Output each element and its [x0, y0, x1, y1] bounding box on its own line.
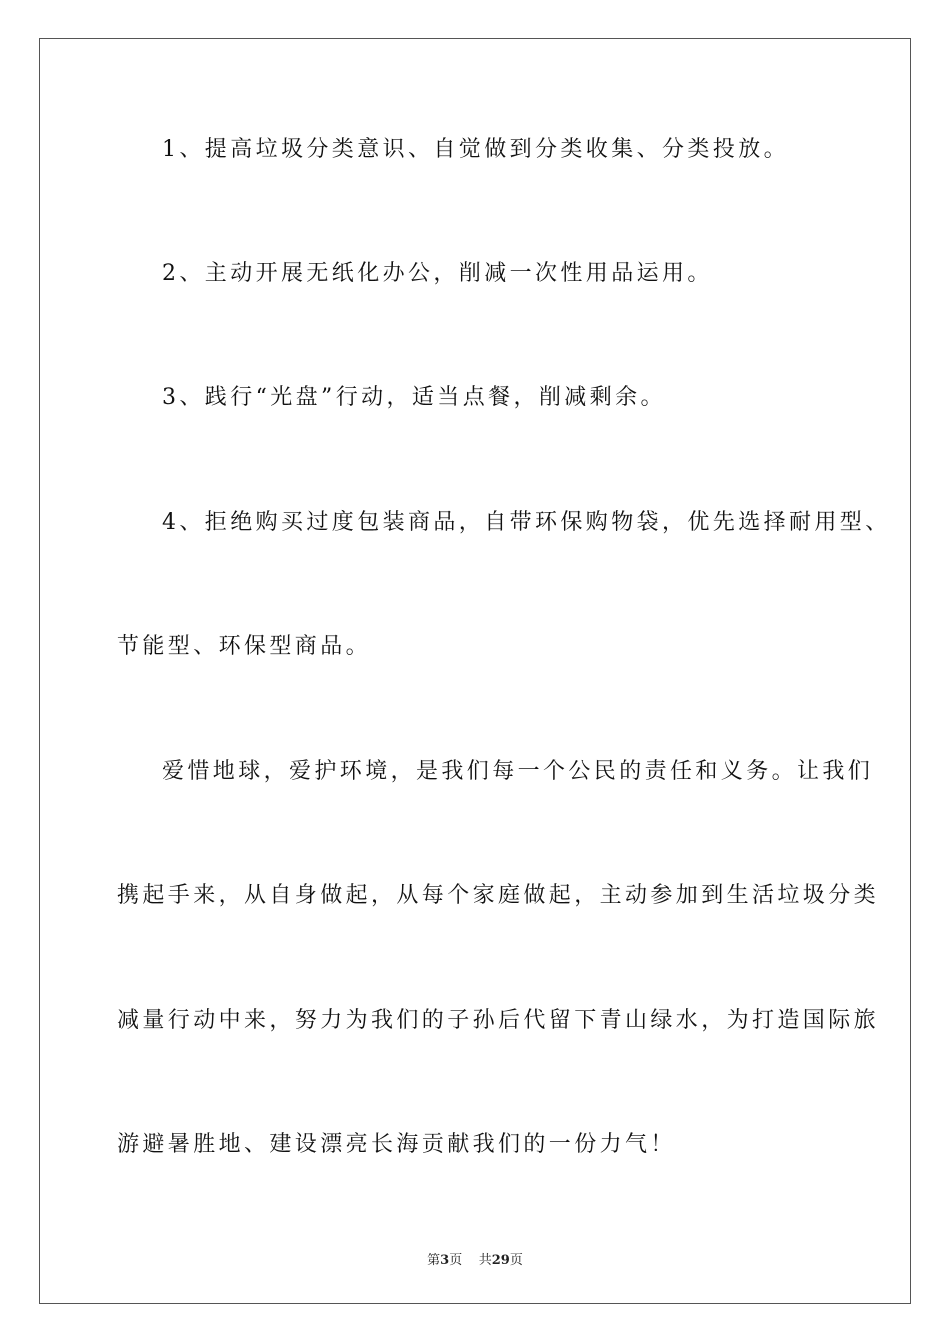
list-item-4: 4、拒绝购买过度包装商品，自带环保购物袋，优先选择耐用型、 — [162, 510, 891, 535]
page-prefix: 第 — [427, 1253, 441, 1268]
list-item-2: 2、主动开展无纸化办公，削减一次性用品运用。 — [162, 261, 713, 286]
total-prefix: 共 — [478, 1253, 492, 1268]
total-suffix: 页 — [509, 1253, 523, 1268]
paragraph-line-4: 游避暑胜地、建设漂亮长海贡献我们的一份力气！ — [117, 1132, 676, 1157]
list-item-1: 1、提高垃圾分类意识、自觉做到分类收集、分类投放。 — [162, 137, 789, 162]
page-border — [39, 38, 911, 1304]
list-item-4-continuation: 节能型、环保型商品。 — [117, 634, 372, 659]
paragraph-line-3: 减量行动中来，努力为我们的子孙后代留下青山绿水，为打造国际旅 — [117, 1008, 880, 1033]
page-suffix: 页 — [449, 1253, 463, 1268]
paragraph-line-1: 爱惜地球，爱护环境，是我们每一个公民的责任和义务。让我们 — [162, 759, 874, 784]
total-pages: 29 — [491, 1253, 510, 1268]
paragraph-line-2: 携起手来，从自身做起，从每个家庭做起，主动参加到生活垃圾分类 — [117, 883, 880, 908]
page-number: 3 — [440, 1253, 450, 1268]
list-item-3: 3、践行“光盘”行动，适当点餐，削减剩余。 — [162, 385, 666, 410]
page-footer — [0, 1249, 950, 1268]
